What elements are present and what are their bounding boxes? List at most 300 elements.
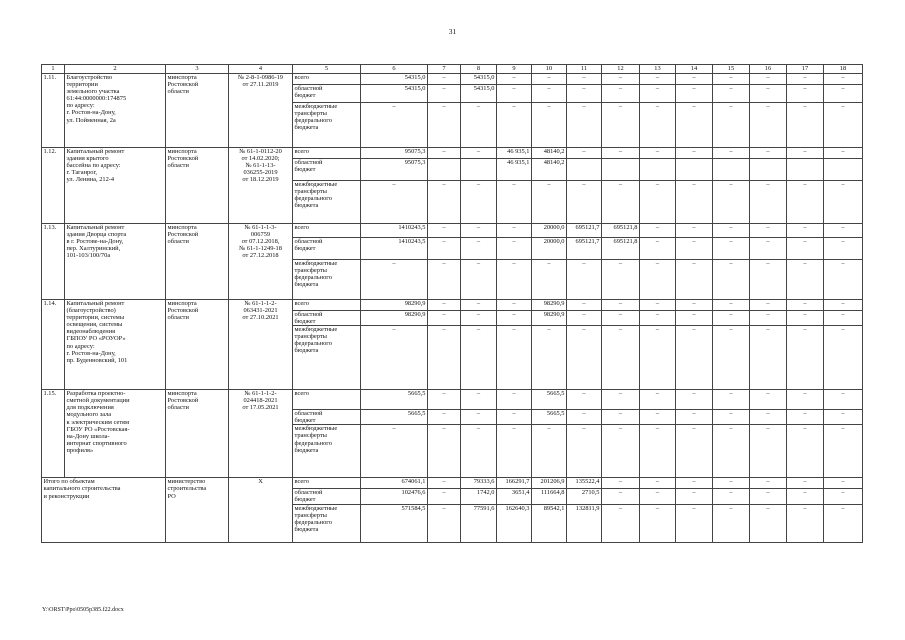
value-cell: – [824,148,863,159]
value-cell: – [676,326,713,390]
value-cell: 166291,7 [497,478,532,489]
value-cell: – [787,425,824,478]
funding-source: межбюджетные трансферты федерального бюджета [293,260,361,300]
header-cell: 14 [676,65,713,74]
value-cell: – [461,260,497,300]
header-cell: 1 [42,65,65,74]
value-cell: – [750,326,787,390]
object-name: Капитальный ремонт (благоустройство) территории, системы освещения, системы видеонаблюдения ГБПОУ РО «РОУОР» по адресу: г. Ростов-на-Дону, пр. Буденновский, 101 [65,300,166,390]
funding-source: всего [293,300,361,311]
value-cell [640,159,676,181]
value-cell: 46 935,1 [497,159,532,181]
value-cell: – [824,478,863,489]
funding-source: областной бюджет [293,85,361,103]
value-cell: – [824,238,863,260]
value-cell: – [461,425,497,478]
value-cell: – [497,311,532,326]
value-cell: – [640,224,676,238]
value-cell: 98290,9 [532,300,567,311]
value-cell: – [713,311,750,326]
value-cell: – [824,74,863,85]
value-cell: – [602,85,640,103]
value-cell: 3651,4 [497,489,532,504]
value-cell: – [750,224,787,238]
value-cell: – [497,224,532,238]
value-cell: – [428,478,461,489]
value-cell: – [676,181,713,224]
value-cell: 48140,2 [532,159,567,181]
header-cell: 10 [532,65,567,74]
value-cell: – [676,300,713,311]
value-cell: 111664,8 [532,489,567,504]
value-cell: – [787,410,824,425]
object-name: Капитальный ремонт здания крытого бассейна по адресу: г. Таганрог, ул. Ленина, 212-4 [65,148,166,224]
funding-source: межбюджетные трансферты федерального бюджета [293,504,361,542]
value-cell: 20000,0 [532,238,567,260]
value-cell: 95075,3 [361,159,428,181]
funding-source: всего [293,148,361,159]
header-cell: 11 [567,65,602,74]
value-cell: – [461,390,497,410]
value-cell: 162640,3 [497,504,532,542]
value-cell: – [428,425,461,478]
document-ref: № 2-8-1-0986-19 от 27.11.2019 [229,74,293,148]
value-cell: – [750,238,787,260]
funding-source: областной бюджет [293,238,361,260]
value-cell: – [640,148,676,159]
value-cell: – [750,181,787,224]
value-cell: – [676,390,713,410]
value-cell: – [428,103,461,148]
value-cell: – [824,260,863,300]
item-number: 1.13. [42,224,65,300]
value-cell: – [532,74,567,85]
value-cell: – [428,85,461,103]
value-cell: – [676,103,713,148]
value-cell: – [602,311,640,326]
value-cell: 135522,4 [567,478,602,489]
value-cell: 54315,0 [461,74,497,85]
value-cell: – [787,478,824,489]
value-cell: – [824,85,863,103]
value-cell: – [824,504,863,542]
value-cell: – [676,260,713,300]
value-cell: – [787,224,824,238]
value-cell: – [750,85,787,103]
value-cell [713,159,750,181]
value-cell: – [787,181,824,224]
value-cell: – [676,425,713,478]
value-cell [567,159,602,181]
document-ref: № 61-1-1-2- 024418-2021 от 17.05.2021 [229,390,293,478]
value-cell: 695121,8 [602,238,640,260]
value-cell: – [787,504,824,542]
value-cell: – [497,410,532,425]
value-cell: – [497,260,532,300]
value-cell: – [567,85,602,103]
value-cell: 89542,1 [532,504,567,542]
value-cell: – [713,74,750,85]
value-cell: – [787,148,824,159]
value-cell: – [461,410,497,425]
table-row [42,390,863,410]
value-cell: – [640,326,676,390]
object-name: Разработка проектно- сметной документации для подключения модульного зала к электрическим сетям ГБОУ РО «Ростовская- на-Дону школа- интернат спортивного профиля» [65,390,166,478]
value-cell: – [428,260,461,300]
value-cell [428,159,461,181]
header-cell: 13 [640,65,676,74]
value-cell: – [750,311,787,326]
value-cell: – [713,238,750,260]
value-cell: – [676,148,713,159]
value-cell: – [361,326,428,390]
header-cell: 2 [65,65,166,74]
value-cell: – [567,311,602,326]
value-cell: – [824,311,863,326]
value-cell: – [787,300,824,311]
value-cell: – [461,300,497,311]
value-cell: – [532,425,567,478]
value-cell: 98290,9 [361,311,428,326]
value-cell: – [428,489,461,504]
value-cell: – [497,425,532,478]
executor: министерство строительства РО [166,478,229,542]
value-cell: – [497,300,532,311]
header-cell: 16 [750,65,787,74]
value-cell: 201206,9 [532,478,567,489]
header-cell: 9 [497,65,532,74]
value-cell: – [567,390,602,410]
value-cell: – [567,260,602,300]
budget-table [41,64,863,543]
value-cell: 102476,6 [361,489,428,504]
value-cell: – [567,425,602,478]
value-cell: – [602,300,640,311]
executor: минспорта Ростовской области [166,390,229,478]
value-cell: – [640,300,676,311]
value-cell: – [428,390,461,410]
funding-source: всего [293,478,361,489]
value-cell: – [428,300,461,311]
item-number: 1.12. [42,148,65,224]
value-cell: – [602,148,640,159]
value-cell: – [750,504,787,542]
value-cell: – [602,504,640,542]
value-cell: – [640,260,676,300]
value-cell: – [713,504,750,542]
value-cell: – [567,181,602,224]
value-cell: – [567,326,602,390]
value-cell: – [602,425,640,478]
value-cell: – [428,238,461,260]
value-cell: – [602,390,640,410]
header-cell: 3 [166,65,229,74]
value-cell: 5665,5 [361,390,428,410]
value-cell: – [361,260,428,300]
value-cell: 1410243,5 [361,224,428,238]
item-number: 1.15. [42,390,65,478]
funding-source: областной бюджет [293,159,361,181]
value-cell: 77591,6 [461,504,497,542]
value-cell: 1742,0 [461,489,497,504]
file-path-footer: Y:\ORST\Ppo\0505p385.f22.docx [42,607,124,613]
value-cell: – [461,326,497,390]
value-cell: – [676,85,713,103]
value-cell: – [567,148,602,159]
value-cell: – [602,489,640,504]
value-cell: – [824,410,863,425]
value-cell: – [640,103,676,148]
value-cell: – [461,181,497,224]
table-row [42,300,863,311]
value-cell: 674061,1 [361,478,428,489]
value-cell: – [787,238,824,260]
value-cell: – [787,85,824,103]
value-cell: – [824,425,863,478]
document-ref: № 61-1-1-3- 006759 от 07.12.2018, № 61-1-1249-18 от 27.12.2018 [229,224,293,300]
value-cell: 98290,9 [532,311,567,326]
value-cell: – [461,238,497,260]
table-row [42,148,863,159]
value-cell: – [640,478,676,489]
funding-source: всего [293,74,361,85]
value-cell: – [824,300,863,311]
value-cell: 98290,9 [361,300,428,311]
value-cell: – [428,326,461,390]
executor: минспорта Ростовской области [166,224,229,300]
value-cell: – [750,390,787,410]
value-cell: – [461,311,497,326]
value-cell: – [640,390,676,410]
value-cell: – [532,181,567,224]
executor: минспорта Ростовской области [166,148,229,224]
header-cell: 8 [461,65,497,74]
value-cell: – [787,103,824,148]
object-name: Капитальный ремонт здания Дворца спорта в г. Ростове-на-Дону, пер. Халтуринский, 101-103/100/70а [65,224,166,300]
funding-source: областной бюджет [293,489,361,504]
value-cell: 2710,5 [567,489,602,504]
header-cell: 7 [428,65,461,74]
value-cell: 1410243,5 [361,238,428,260]
value-cell: – [750,425,787,478]
value-cell: – [461,148,497,159]
value-cell: – [640,504,676,542]
value-cell: – [713,478,750,489]
value-cell: – [824,390,863,410]
header-row [42,65,863,74]
value-cell: – [602,181,640,224]
value-cell: – [640,74,676,85]
value-cell: – [532,326,567,390]
value-cell: – [824,181,863,224]
value-cell: – [640,425,676,478]
value-cell: – [676,224,713,238]
value-cell: 20000,0 [532,224,567,238]
value-cell: – [640,85,676,103]
value-cell: – [567,103,602,148]
value-cell: – [497,103,532,148]
value-cell: – [713,260,750,300]
object-name: Благоустройство территории земельного участка 61:44:0000000:174875 по адресу: г. Ростов-на-Дону, ул. Пойменная, 2а [65,74,166,148]
value-cell: – [461,224,497,238]
funding-source: всего [293,390,361,410]
value-cell: – [676,489,713,504]
value-cell: – [640,410,676,425]
value-cell: – [567,300,602,311]
document-ref: № 61-1-0112-20 от 14.02.2020; № 61-1-13- 036255-2019 от 18.12.2019 [229,148,293,224]
funding-source: областной бюджет [293,311,361,326]
value-cell: – [713,410,750,425]
value-cell: – [361,181,428,224]
funding-source: областной бюджет [293,410,361,425]
value-cell: – [497,74,532,85]
value-cell: – [567,74,602,85]
value-cell: – [750,260,787,300]
funding-source: всего [293,224,361,238]
value-cell: 5665,5 [532,390,567,410]
document-ref: № 61-1-1-2- 063431-2021 от 27.10.2021 [229,300,293,390]
value-cell: – [713,224,750,238]
value-cell: – [676,238,713,260]
value-cell: 571584,5 [361,504,428,542]
value-cell: – [713,300,750,311]
table-row [42,74,863,85]
value-cell: – [428,410,461,425]
funding-source: межбюджетные трансферты федерального бюджета [293,181,361,224]
value-cell [824,159,863,181]
value-cell: 46 935,1 [497,148,532,159]
value-cell: – [602,410,640,425]
value-cell: – [824,326,863,390]
value-cell: – [361,103,428,148]
value-cell: – [602,260,640,300]
value-cell: – [532,260,567,300]
item-number: 1.14. [42,300,65,390]
header-cell: 15 [713,65,750,74]
value-cell: – [750,103,787,148]
value-cell: 95075,3 [361,148,428,159]
value-cell: – [640,489,676,504]
page-number: 31 [448,27,457,36]
value-cell: – [602,478,640,489]
value-cell: – [497,85,532,103]
header-cell: 4 [229,65,293,74]
value-cell: – [602,103,640,148]
table-row [42,478,863,489]
value-cell: 54315,0 [361,74,428,85]
value-cell: 132811,9 [567,504,602,542]
value-cell: – [676,478,713,489]
value-cell: – [532,103,567,148]
value-cell: 79333,6 [461,478,497,489]
value-cell: 5665,5 [361,410,428,425]
value-cell: – [461,103,497,148]
value-cell: 54315,0 [361,85,428,103]
value-cell: – [532,85,567,103]
value-cell: – [787,74,824,85]
value-cell [602,159,640,181]
value-cell: – [428,148,461,159]
executor: минспорта Ростовской области [166,74,229,148]
value-cell: – [676,74,713,85]
value-cell: – [713,326,750,390]
value-cell: – [497,181,532,224]
value-cell: – [824,224,863,238]
value-cell: – [428,504,461,542]
value-cell [676,159,713,181]
value-cell: 5665,5 [532,410,567,425]
value-cell: – [497,390,532,410]
value-cell: – [750,74,787,85]
value-cell: – [713,425,750,478]
funding-source: межбюджетные трансферты федерального бюджета [293,103,361,148]
value-cell: – [787,311,824,326]
value-cell: 54315,0 [461,85,497,103]
item-number: 1.11. [42,74,65,148]
value-cell: – [750,410,787,425]
value-cell: – [676,311,713,326]
value-cell: – [640,181,676,224]
value-cell: 48140,2 [532,148,567,159]
header-cell: 17 [787,65,824,74]
value-cell: – [640,311,676,326]
value-cell: – [750,300,787,311]
value-cell [787,159,824,181]
value-cell: – [428,311,461,326]
header-cell: 6 [361,65,428,74]
value-cell: – [640,238,676,260]
executor: минспорта Ростовской области [166,300,229,390]
value-cell: – [428,74,461,85]
value-cell: – [713,148,750,159]
value-cell: – [676,410,713,425]
value-cell: – [713,181,750,224]
value-cell: – [497,326,532,390]
value-cell: 695121,7 [567,238,602,260]
header-cell: 5 [293,65,361,74]
table-row [42,224,863,238]
value-cell [750,159,787,181]
value-cell: – [497,238,532,260]
value-cell: – [750,478,787,489]
value-cell: – [713,489,750,504]
value-cell: – [361,425,428,478]
document-ref: Х [229,478,293,542]
value-cell: – [824,489,863,504]
value-cell: – [787,326,824,390]
value-cell: – [428,181,461,224]
value-cell: – [602,74,640,85]
header-cell: 12 [602,65,640,74]
header-cell: 18 [824,65,863,74]
value-cell: – [787,260,824,300]
value-cell: – [567,410,602,425]
value-cell: – [750,489,787,504]
value-cell [461,159,497,181]
value-cell: – [787,390,824,410]
value-cell: 695121,8 [602,224,640,238]
funding-source: межбюджетные трансферты федерального бюджета [293,326,361,390]
value-cell: – [602,326,640,390]
value-cell: – [750,148,787,159]
value-cell: – [713,390,750,410]
value-cell: – [787,489,824,504]
value-cell: – [713,85,750,103]
value-cell: – [428,224,461,238]
value-cell: – [713,103,750,148]
total-label: Итого по объектам капитального строительства и реконструкции [42,478,166,542]
value-cell: – [824,103,863,148]
